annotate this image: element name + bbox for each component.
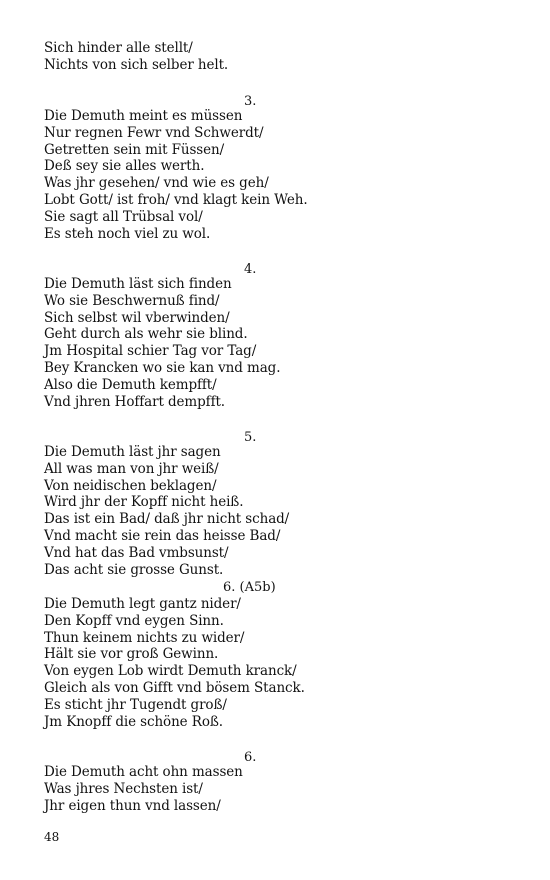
verse-line: Lobt Gott/ ist froh/ vnd klagt kein Weh. bbox=[44, 191, 308, 208]
intro-lines bbox=[44, 40, 344, 74]
verse-line: Deß sey sie alles werth. bbox=[44, 158, 205, 175]
stanza-6a bbox=[44, 596, 344, 730]
verse-line: Von neidischen beklagen/ bbox=[44, 477, 217, 494]
verse-line: Geht durch als wehr sie blind. bbox=[44, 326, 248, 343]
stanza-number: 6. bbox=[244, 750, 257, 765]
verse-line: Was jhr gesehen/ vnd wie es geh/ bbox=[44, 175, 269, 192]
stanza-3 bbox=[44, 108, 344, 242]
verse-line: Nichts von sich selber helt. bbox=[44, 56, 229, 73]
verse-line: Die Demuth läst sich finden bbox=[44, 276, 232, 292]
verse-line: Das acht sie grosse Gunst. bbox=[44, 561, 224, 578]
verse-line: Die Demuth legt gantz nider/ bbox=[44, 596, 241, 612]
stanza-number: 3. bbox=[244, 94, 257, 109]
verse-line: Sie sagt all Trübsal vol/ bbox=[44, 208, 203, 225]
verse-line: Es sticht jhr Tugendt groß/ bbox=[44, 696, 227, 713]
verse-line: Jhr eigen thun vnd lassen/ bbox=[44, 797, 221, 814]
stanza-number: 4. bbox=[244, 262, 257, 277]
verse-line: Sich selbst wil vberwinden/ bbox=[44, 309, 230, 326]
stanza-6b bbox=[44, 764, 344, 814]
verse-line: Vnd jhren Hoffart dempfft. bbox=[44, 393, 225, 410]
verse-line: Bey Krancken wo sie kan vnd mag. bbox=[44, 359, 281, 376]
verse-line: Von eygen Lob wirdt Demuth kranck/ bbox=[44, 663, 297, 680]
verse-line: Jm Knopff die schöne Roß. bbox=[44, 713, 223, 730]
verse-line: Wo sie Beschwernuß find/ bbox=[44, 292, 220, 309]
verse-line: Hält sie vor groß Gewinn. bbox=[44, 646, 219, 663]
verse-line: Jm Hospital schier Tag vor Tag/ bbox=[44, 343, 257, 360]
verse-line: Gleich als von Gifft vnd bösem Stanck. bbox=[44, 679, 305, 696]
stanza-number: 5. bbox=[244, 430, 257, 445]
verse-line: Die Demuth läst jhr sagen bbox=[44, 444, 221, 460]
verse-line: Getretten sein mit Füssen/ bbox=[44, 141, 225, 158]
verse-line: Sich hinder alle stellt/ bbox=[44, 40, 193, 56]
verse-line: Nur regnen Fewr vnd Schwerdt/ bbox=[44, 124, 264, 141]
stanza-4 bbox=[44, 276, 344, 410]
verse-line: Die Demuth acht ohn massen bbox=[44, 764, 243, 780]
verse-line: Was jhres Nechsten ist/ bbox=[44, 780, 203, 797]
stanza-5 bbox=[44, 444, 344, 578]
verse-line: Wird jhr der Kopff nicht heiß. bbox=[44, 494, 244, 511]
verse-line: Die Demuth meint es müssen bbox=[44, 108, 243, 124]
verse-line: Also die Demuth kempfft/ bbox=[44, 376, 217, 393]
verse-line: Vnd hat das Bad vmbsunst/ bbox=[44, 544, 229, 561]
page-number: 48 bbox=[44, 830, 60, 844]
verse-line: All was man von jhr weiß/ bbox=[44, 460, 219, 477]
verse-line: Das ist ein Bad/ daß jhr nicht schad/ bbox=[44, 511, 290, 528]
verse-line: Thun keinem nichts zu wider/ bbox=[44, 629, 245, 646]
verse-line: Den Kopff vnd eygen Sinn. bbox=[44, 612, 224, 629]
verse-line: Vnd macht sie rein das heisse Bad/ bbox=[44, 527, 281, 544]
stanza-number: 6. (A5b) bbox=[223, 580, 276, 595]
verse-line: Es steh noch viel zu wol. bbox=[44, 225, 211, 242]
